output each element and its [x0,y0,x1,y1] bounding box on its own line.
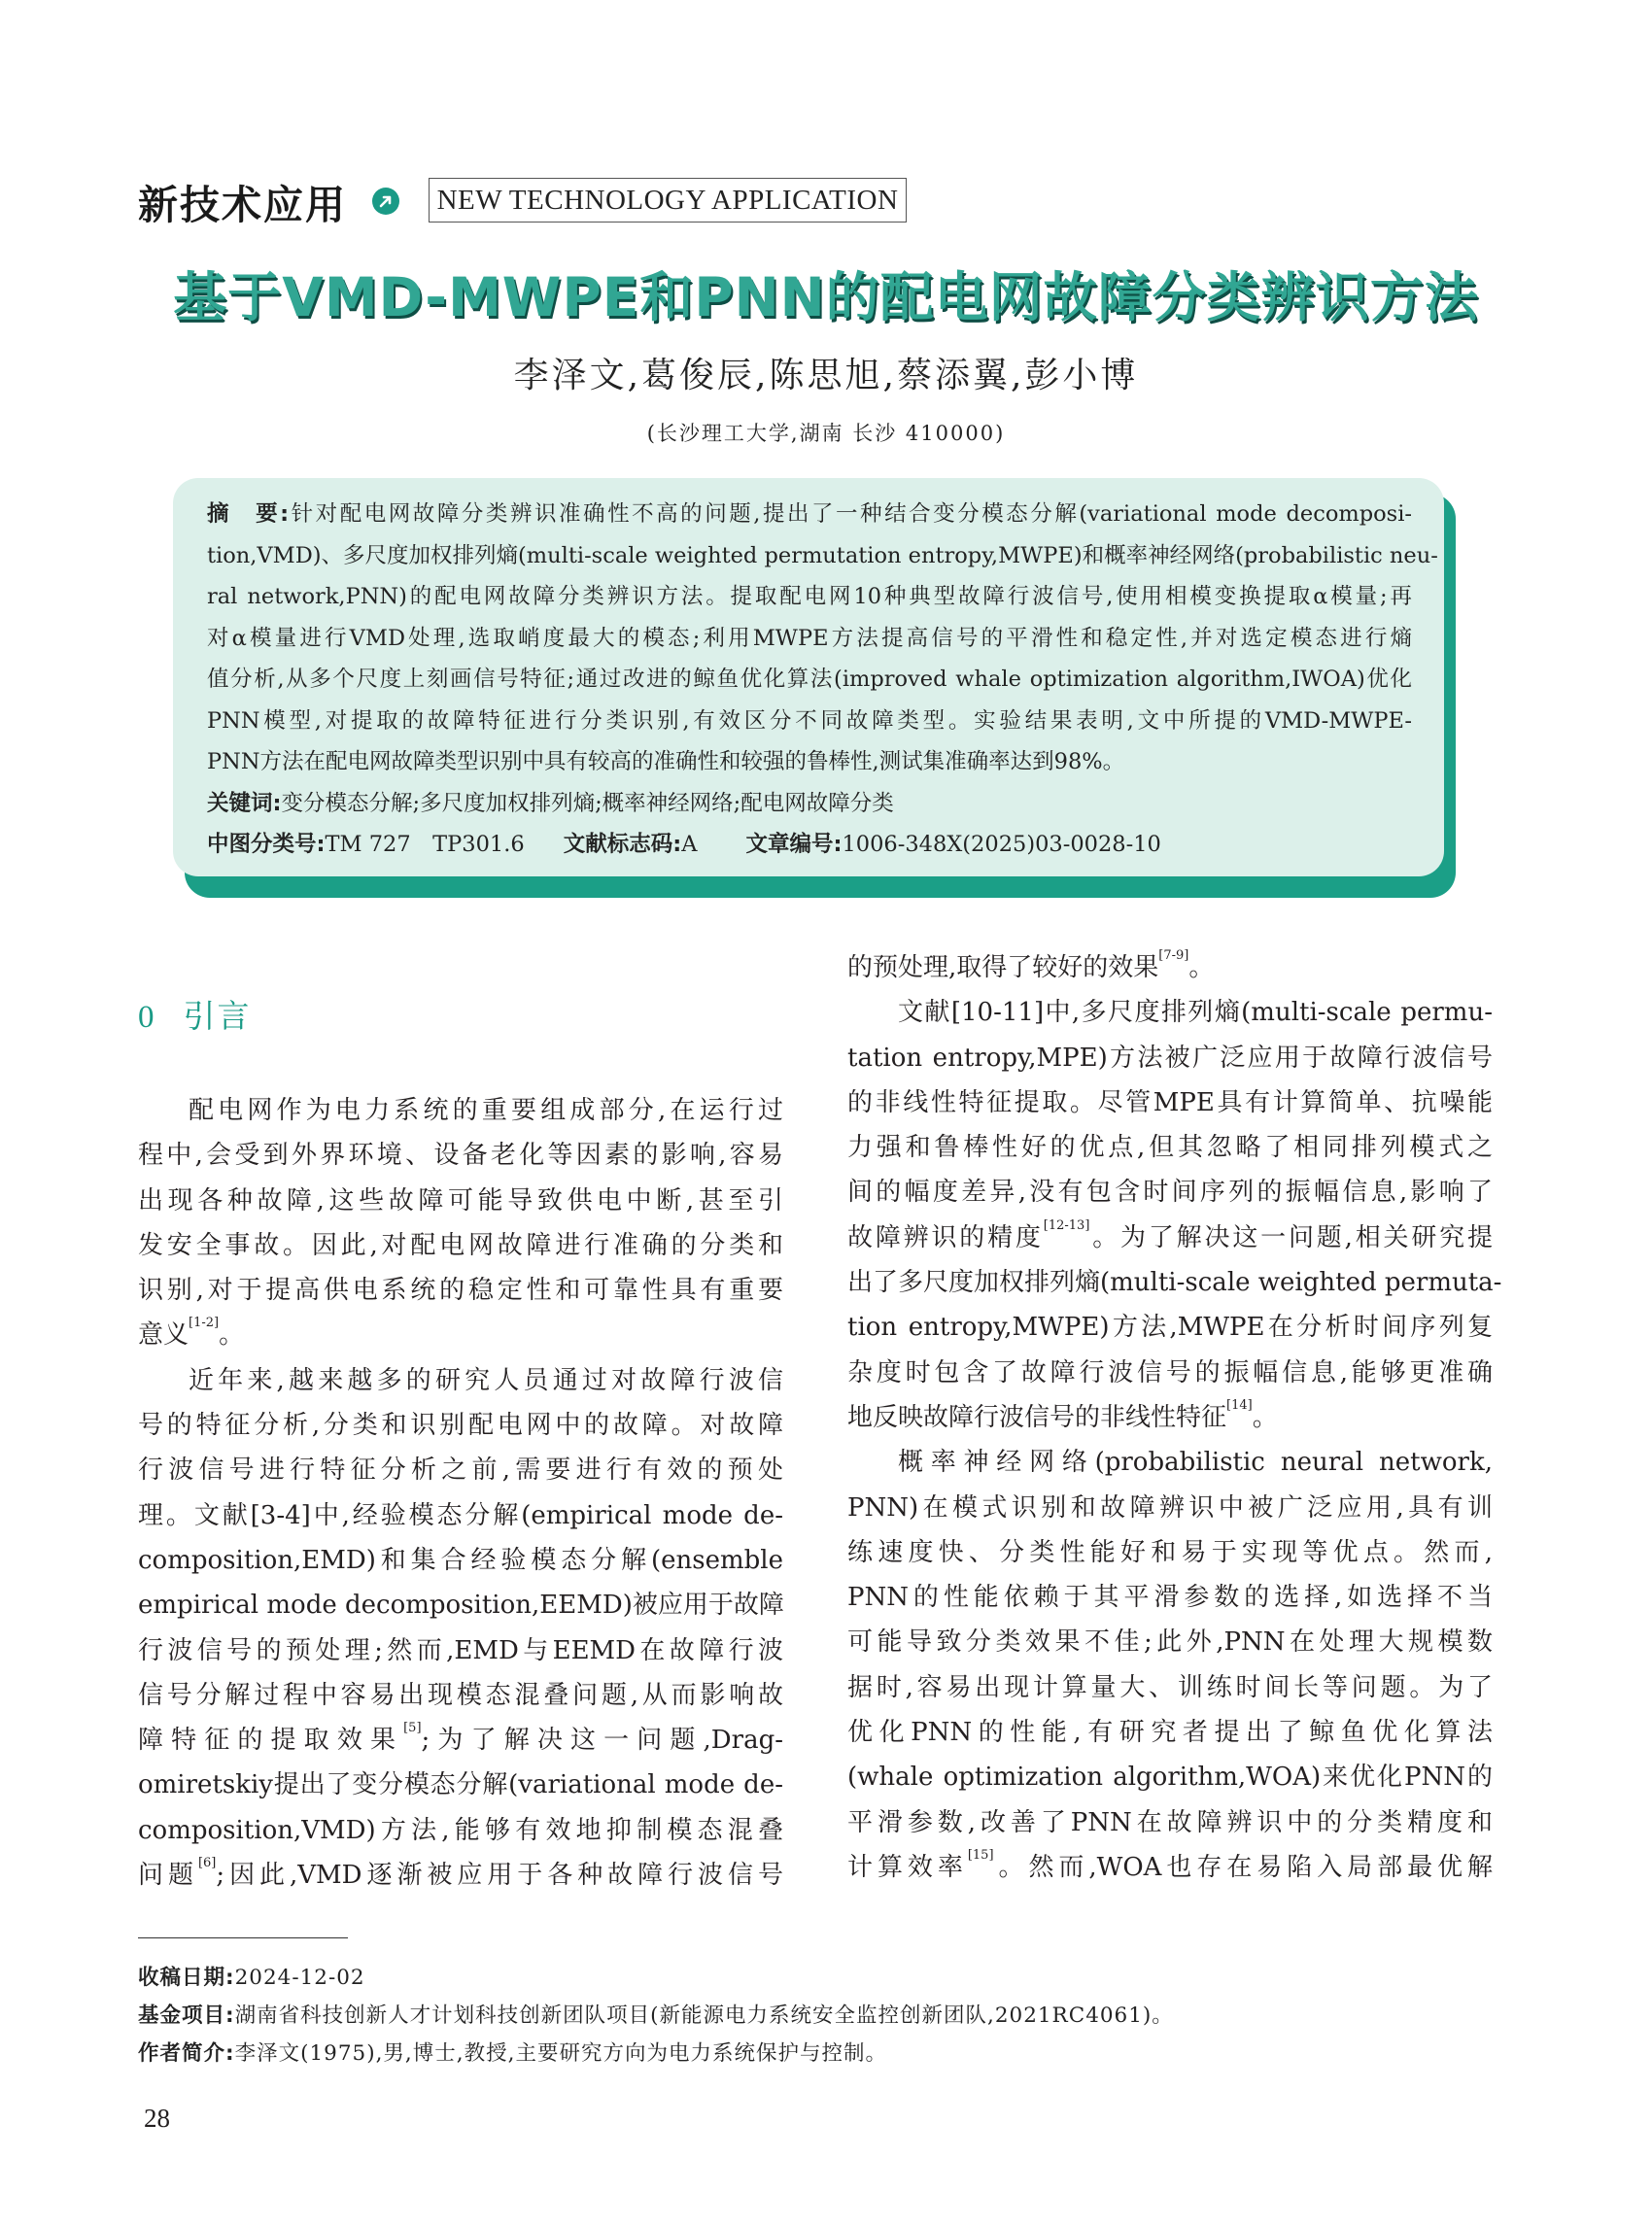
footnote-rule [138,1937,348,1938]
received-label: 收稿日期: [138,1966,235,1990]
text-fragment: 。为了解决这一问题,相关研究提 [1089,1222,1493,1252]
text-fragment: 。 [1188,953,1215,982]
text-line: 据时,容易出现计算量大、训练时间长等问题。为了 [847,1672,1493,1702]
abstract-line: 针对配电网故障分类辨识准确性不高的问题,提出了一种结合变分模态分解(variational mode decomposi- [289,501,1413,527]
text-line: 的预处理,取得了较好的效果 [847,953,1159,982]
text-line: 意义 [138,1320,189,1351]
section-label: 新技术应用 [138,182,347,228]
text-line: 平滑参数,改善了PNN在故障辨识中的分类精度和 [847,1807,1493,1837]
citation: [5] [403,1721,422,1736]
text-line: 问题 [138,1861,198,1891]
text-line: composition,VMD)方法,能够有效地抑制模态混叠 [138,1815,783,1845]
section-heading [138,991,252,1037]
text-line: 近年来,越来越多的研究人员通过对故障行波信 [189,1365,783,1395]
citation: [6] [197,1856,217,1871]
keywords-label: 关键词: [207,790,282,816]
clc-label: 中图分类号: [207,832,326,857]
keywords: 变分模态分解;多尺度加权排列熵;概率神经网络;配电网故障分类 [281,790,894,816]
received-date: 2024-12-02 [234,1966,365,1990]
text-fragment: ;因此,VMD逐渐被应用于各种故障行波信号 [216,1861,783,1891]
citation: [7-9] [1158,948,1189,963]
abstract-line: PNN方法在配电网故障类型识别中具有较高的准确性和较强的鲁棒性,测试集准确率达到98%。 [207,749,1125,774]
citation: [15] [967,1847,994,1863]
text-line: 文献[10-11]中,多尺度排列熵(multi-scale permu- [898,998,1493,1028]
text-fragment: 。 [219,1320,245,1351]
text-line: 故障辨识的精度 [847,1222,1044,1252]
text-fragment: 。 [1252,1402,1278,1432]
abstract-line: 值分析,从多个尺度上刻画信号特征;通过改进的鲸鱼优化算法(improved whale optimization algorithm,IWOA)优化 [207,667,1412,692]
citation: [12-13] [1043,1217,1090,1233]
arrow-icon [372,188,399,215]
text-line: PNN的性能依赖于其平滑参数的选择,如选择不当 [847,1583,1493,1613]
footnote-received [138,1961,365,1996]
text-line: 可能导致分类效果不佳;此外,PNN在处理大规模数 [847,1627,1493,1658]
text-line: 力强和鲁棒性好的优点,但其忽略了相同排列模式之 [847,1133,1493,1163]
text-line: 行波信号的预处理;然而,EMD与EEMD在故障行波 [138,1635,783,1665]
text-line: composition,EMD)和集合经验模态分解(ensemble [138,1545,783,1575]
citation: [14] [1226,1397,1253,1413]
text-line: 发安全事故。因此,对配电网故障进行准确的分类和 [138,1230,783,1260]
doc-code: A [681,832,698,857]
text-fragment: 。然而,WOA也存在易陷入局部最优解 [993,1852,1493,1882]
text-line: 的非线性特征提取。尽管MPE具有计算简单、抗噪能 [847,1087,1493,1117]
abstract-line: PNN模型,对提取的故障特征进行分类识别,有效区分不同故障类型。实验结果表明,文中所提的VMD-MWPE- [207,707,1412,734]
doc-code-label: 文献标志码: [563,832,682,857]
text-line: 练速度快、分类性能好和易于实现等优点。然而, [847,1537,1493,1567]
citation: [1-2] [189,1316,220,1331]
article-no-label: 文章编号: [745,832,843,857]
text-line: 概率神经网络(probabilistic neural network, [898,1448,1493,1478]
abstract-line: 对α模量进行VMD处理,选取峭度最大的模态;利用MWPE方法提高信号的平滑性和稳定性,并对选定模态进行熵 [207,625,1412,651]
text-line: PNN)在模式识别和故障辨识中被广泛应用,具有训 [847,1492,1493,1523]
text-line: 障特征的提取效果 [138,1726,404,1756]
text-line: 出了多尺度加权排列熵(multi-scale weighted permuta- [847,1268,1502,1298]
footnote-author [138,2037,887,2072]
fund-text: 湖南省科技创新人才计划科技创新团队项目(新能源电力系统安全监控创新团队,2021RC4061)。 [234,2003,1174,2028]
text-line: 配电网作为电力系统的重要组成部分,在运行过 [189,1096,783,1125]
text-line: 理。文献[3-4]中,经验模态分解(empirical mode de- [138,1500,783,1530]
text-line: 信号分解过程中容易出现模态混叠问题,从而影响故 [138,1680,783,1710]
text-line: tion entropy,MWPE)方法,MWPE在分析时间序列复 [847,1313,1493,1343]
section-label-en: NEW TECHNOLOGY APPLICATION [429,178,907,223]
text-line: 行波信号进行特征分析之前,需要进行有效的预处 [138,1455,783,1486]
section-number: 0 [138,1000,156,1035]
clc-number: TM 727 TP301.6 [325,832,525,857]
right-column [847,945,1502,1890]
text-line: omiretskiy提出了变分模态分解(variational mode de- [138,1770,783,1800]
text-line: 号的特征分析,分类和识别配电网中的故障。对故障 [138,1411,783,1441]
article-title: 基于VMD-MWPE和PNN的配电网故障分类辨识方法 [173,266,1479,328]
text-line: 出现各种故障,这些故障可能导致供电中断,甚至引 [138,1185,783,1216]
author-label: 作者简介: [138,2041,235,2066]
text-line: 杂度时包含了故障行波信号的振幅信息,能够更准确 [847,1357,1493,1387]
fund-label: 基金项目: [138,2003,235,2028]
footnote-fund [138,1999,1174,2034]
text-line: 计算效率 [847,1852,968,1882]
text-line: 程中,会受到外界环境、设备老化等因素的影响,容易 [138,1141,783,1171]
abstract-line: tion,VMD)、多尺度加权排列熵(multi-scale weighted permutation entropy,MWPE)和概率神经网络(probabilistic neu- [207,542,1438,568]
text-line: 地反映故障行波信号的非线性特征 [847,1402,1227,1432]
abstract-line: ral network,PNN)的配电网故障分类辨识方法。提取配电网10种典型故障行波信号,使用相模变换提取α模量;再 [207,584,1412,609]
section-title: 引言 [183,997,252,1035]
affiliation: (长沙理工大学,湖南 长沙 410000) [646,422,1006,445]
text-line: (whale optimization algorithm,WOA)来优化PNN的 [847,1763,1493,1793]
text-line: tation entropy,MPE)方法被广泛应用于故障行波信号 [847,1043,1493,1073]
text-line: 间的幅度差异,没有包含时间序列的振幅信息,影响了 [847,1178,1493,1208]
abstract-label: 摘 要: [207,501,290,527]
abstract [207,494,1438,866]
article-no: 1006-348X(2025)03-0028-10 [842,832,1161,857]
text-line: 优化PNN的性能,有研究者提出了鲸鱼优化算法 [847,1718,1493,1748]
text-line: 识别,对于提高供电系统的稳定性和可靠性具有重要 [138,1276,783,1306]
author-text: 李泽文(1975),男,博士,教授,主要研究方向为电力系统保护与控制。 [234,2041,887,2066]
authors: 李泽文,葛俊辰,陈思旭,蔡添翼,彭小博 [513,356,1139,395]
text-fragment: ;为了解决这一问题,Drag- [421,1726,783,1756]
page-number: 28 [144,2104,170,2133]
left-column [138,1088,783,1898]
text-line: empirical mode decomposition,EEMD)被应用于故障 [138,1591,784,1621]
